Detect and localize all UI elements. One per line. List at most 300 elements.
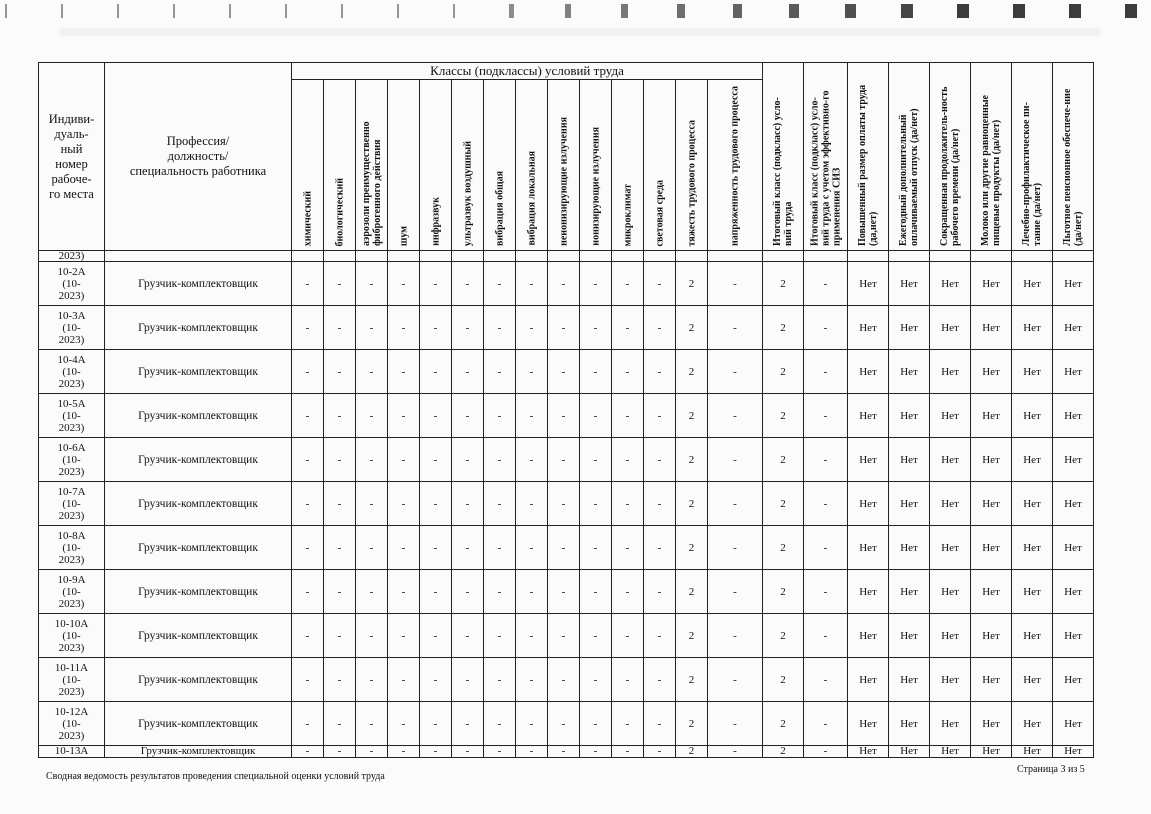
header-extra-7: Льготное пенсионное обеспече-ние (да/нет) bbox=[1053, 63, 1094, 251]
value-cell: - bbox=[452, 746, 484, 758]
value-cell: - bbox=[484, 746, 516, 758]
value-cell: Нет bbox=[848, 658, 889, 702]
value-cell: - bbox=[356, 746, 388, 758]
value-cell: Нет bbox=[848, 746, 889, 758]
value-cell: - bbox=[356, 350, 388, 394]
table-row bbox=[39, 482, 1094, 526]
value-cell: - bbox=[580, 702, 612, 746]
header-factor-6: вибрация общая bbox=[484, 80, 516, 251]
value-cell: - bbox=[420, 570, 452, 614]
table-row bbox=[39, 526, 1094, 570]
value-cell: Нет bbox=[971, 394, 1012, 438]
value-cell: Нет bbox=[1053, 570, 1094, 614]
value-cell: - bbox=[292, 526, 324, 570]
value-cell: - bbox=[356, 570, 388, 614]
value-cell: - bbox=[548, 702, 580, 746]
scan-mark bbox=[173, 4, 175, 18]
partial-row-cell bbox=[516, 251, 548, 262]
header-extra-0: Итоговый класс (подкласс) усло-вий труда bbox=[763, 63, 804, 251]
partial-row-cell bbox=[356, 251, 388, 262]
value-cell: 2 bbox=[763, 438, 804, 482]
value-cell: - bbox=[484, 262, 516, 306]
value-cell: - bbox=[388, 438, 420, 482]
value-cell: - bbox=[804, 482, 848, 526]
value-cell: - bbox=[292, 262, 324, 306]
footer-document-title: Сводная ведомость результатов проведения специальной оценки условий труда bbox=[46, 771, 385, 782]
value-cell: 2 bbox=[763, 570, 804, 614]
value-cell: Нет bbox=[848, 702, 889, 746]
value-cell: Нет bbox=[971, 746, 1012, 758]
value-cell: - bbox=[708, 658, 763, 702]
value-cell: Нет bbox=[930, 438, 971, 482]
value-cell: Нет bbox=[930, 482, 971, 526]
value-cell: - bbox=[452, 658, 484, 702]
value-cell: - bbox=[804, 262, 848, 306]
value-cell: 2 bbox=[676, 482, 708, 526]
value-cell: Нет bbox=[1053, 438, 1094, 482]
results-table bbox=[38, 62, 1094, 758]
value-cell: Нет bbox=[1053, 746, 1094, 758]
value-cell: - bbox=[420, 438, 452, 482]
header-factor-7: вибрация локальная bbox=[516, 80, 548, 251]
partial-row-cell bbox=[292, 251, 324, 262]
value-cell: - bbox=[388, 350, 420, 394]
value-cell: Нет bbox=[930, 702, 971, 746]
value-cell: - bbox=[452, 526, 484, 570]
value-cell: - bbox=[452, 702, 484, 746]
value-cell: Нет bbox=[1012, 394, 1053, 438]
value-cell: Нет bbox=[971, 570, 1012, 614]
value-cell: - bbox=[612, 438, 644, 482]
value-cell: - bbox=[548, 746, 580, 758]
value-cell: Нет bbox=[889, 482, 930, 526]
value-cell: - bbox=[324, 746, 356, 758]
value-cell: - bbox=[548, 306, 580, 350]
value-cell: Нет bbox=[971, 482, 1012, 526]
value-cell: - bbox=[804, 394, 848, 438]
value-cell: - bbox=[356, 438, 388, 482]
value-cell: - bbox=[356, 306, 388, 350]
value-cell: - bbox=[708, 702, 763, 746]
value-cell: - bbox=[580, 482, 612, 526]
value-cell: Нет bbox=[848, 394, 889, 438]
value-cell: Нет bbox=[971, 658, 1012, 702]
profession-cell: Грузчик-комплектовщик bbox=[105, 526, 292, 570]
value-cell: Нет bbox=[1053, 658, 1094, 702]
workplace-id-cell: 10-13А bbox=[39, 746, 105, 758]
scan-mark bbox=[621, 4, 628, 18]
value-cell: 2 bbox=[763, 702, 804, 746]
value-cell: 2 bbox=[763, 614, 804, 658]
value-cell: - bbox=[388, 262, 420, 306]
value-cell: - bbox=[388, 526, 420, 570]
value-cell: - bbox=[292, 614, 324, 658]
workplace-id-cell: 10-6А (10- 2023) bbox=[39, 438, 105, 482]
value-cell: Нет bbox=[848, 570, 889, 614]
value-cell: - bbox=[580, 614, 612, 658]
value-cell: - bbox=[612, 702, 644, 746]
value-cell: - bbox=[292, 394, 324, 438]
value-cell: - bbox=[388, 306, 420, 350]
value-cell: - bbox=[548, 658, 580, 702]
value-cell: - bbox=[708, 394, 763, 438]
header-factor-2: аэрозоли преимущественно фиброгенного действия bbox=[356, 80, 388, 251]
value-cell: - bbox=[804, 702, 848, 746]
value-cell: - bbox=[420, 746, 452, 758]
value-cell: 2 bbox=[676, 262, 708, 306]
header-extra-3: Ежегодный дополнительный оплачиваемый отпуск (да/нет) bbox=[889, 63, 930, 251]
header-factor-5: ультразвук воздушный bbox=[452, 80, 484, 251]
partial-row-cell bbox=[612, 251, 644, 262]
value-cell: - bbox=[580, 526, 612, 570]
value-cell: - bbox=[580, 658, 612, 702]
value-cell: - bbox=[612, 614, 644, 658]
value-cell: - bbox=[292, 570, 324, 614]
value-cell: - bbox=[452, 438, 484, 482]
value-cell: - bbox=[804, 438, 848, 482]
partial-row-cell bbox=[930, 251, 971, 262]
value-cell: Нет bbox=[889, 350, 930, 394]
value-cell: - bbox=[708, 438, 763, 482]
value-cell: - bbox=[708, 350, 763, 394]
value-cell: - bbox=[580, 394, 612, 438]
value-cell: - bbox=[484, 306, 516, 350]
value-cell: Нет bbox=[889, 746, 930, 758]
workplace-id-cell: 10-7А (10- 2023) bbox=[39, 482, 105, 526]
profession-cell: Грузчик-комплектовщик bbox=[105, 746, 292, 758]
value-cell: Нет bbox=[930, 614, 971, 658]
value-cell: - bbox=[804, 570, 848, 614]
value-cell: - bbox=[612, 570, 644, 614]
scan-mark bbox=[117, 4, 119, 18]
value-cell: - bbox=[388, 482, 420, 526]
value-cell: - bbox=[324, 306, 356, 350]
value-cell: - bbox=[516, 350, 548, 394]
value-cell: - bbox=[612, 482, 644, 526]
value-cell: - bbox=[324, 482, 356, 526]
value-cell: - bbox=[324, 570, 356, 614]
value-cell: Нет bbox=[889, 438, 930, 482]
value-cell: - bbox=[324, 702, 356, 746]
scan-mark bbox=[1013, 4, 1025, 18]
value-cell: - bbox=[644, 746, 676, 758]
header-extra-1: Итоговый класс (подкласс) усло-вий труда с учетом эффективно-го применения СИЗ bbox=[804, 63, 848, 251]
partial-row-cell bbox=[1053, 251, 1094, 262]
scan-mark bbox=[285, 4, 287, 18]
workplace-id-cell: 10-8А (10- 2023) bbox=[39, 526, 105, 570]
header-extra-4: Сокращенная продолжитель-ность рабочего времени (да/нет) bbox=[930, 63, 971, 251]
value-cell: - bbox=[452, 394, 484, 438]
workplace-id-cell: 10-12А (10- 2023) bbox=[39, 702, 105, 746]
table-row bbox=[39, 262, 1094, 306]
value-cell: 2 bbox=[763, 350, 804, 394]
header-factor-12: тяжесть трудового процесса bbox=[676, 80, 708, 251]
value-cell: Нет bbox=[971, 702, 1012, 746]
value-cell: - bbox=[708, 306, 763, 350]
value-cell: - bbox=[292, 482, 324, 526]
table-row bbox=[39, 438, 1094, 482]
value-cell: - bbox=[612, 350, 644, 394]
value-cell: - bbox=[388, 394, 420, 438]
value-cell: Нет bbox=[930, 658, 971, 702]
value-cell: Нет bbox=[848, 482, 889, 526]
workplace-id-cell: 10-3А (10- 2023) bbox=[39, 306, 105, 350]
value-cell: - bbox=[388, 702, 420, 746]
value-cell: - bbox=[324, 438, 356, 482]
value-cell: - bbox=[292, 438, 324, 482]
value-cell: - bbox=[324, 262, 356, 306]
value-cell: - bbox=[580, 350, 612, 394]
value-cell: 2 bbox=[676, 614, 708, 658]
value-cell: Нет bbox=[848, 614, 889, 658]
value-cell: - bbox=[420, 306, 452, 350]
scan-mark bbox=[229, 4, 231, 18]
value-cell: Нет bbox=[1053, 614, 1094, 658]
value-cell: - bbox=[388, 746, 420, 758]
value-cell: - bbox=[516, 746, 548, 758]
header-factor-10: микроклимат bbox=[612, 80, 644, 251]
value-cell: Нет bbox=[930, 306, 971, 350]
value-cell: Нет bbox=[930, 526, 971, 570]
value-cell: - bbox=[708, 262, 763, 306]
scan-mark bbox=[565, 4, 571, 18]
value-cell: Нет bbox=[1012, 570, 1053, 614]
value-cell: Нет bbox=[889, 570, 930, 614]
value-cell: Нет bbox=[848, 306, 889, 350]
value-cell: - bbox=[516, 614, 548, 658]
value-cell: Нет bbox=[1012, 262, 1053, 306]
value-cell: Нет bbox=[1012, 658, 1053, 702]
value-cell: Нет bbox=[889, 614, 930, 658]
value-cell: - bbox=[356, 658, 388, 702]
value-cell: - bbox=[644, 526, 676, 570]
value-cell: Нет bbox=[889, 702, 930, 746]
partial-row-cell bbox=[971, 251, 1012, 262]
value-cell: 2 bbox=[763, 658, 804, 702]
value-cell: Нет bbox=[889, 262, 930, 306]
partial-row-cell bbox=[324, 251, 356, 262]
value-cell: - bbox=[324, 394, 356, 438]
partial-row-cell bbox=[484, 251, 516, 262]
profession-cell: Грузчик-комплектовщик bbox=[105, 394, 292, 438]
value-cell: - bbox=[484, 394, 516, 438]
value-cell: - bbox=[580, 570, 612, 614]
value-cell: - bbox=[356, 262, 388, 306]
partial-row-cell bbox=[548, 251, 580, 262]
value-cell: 2 bbox=[676, 438, 708, 482]
value-cell: - bbox=[292, 350, 324, 394]
value-cell: - bbox=[612, 262, 644, 306]
scan-edge-marks bbox=[0, 0, 1151, 22]
value-cell: 2 bbox=[763, 526, 804, 570]
scan-mark bbox=[61, 4, 63, 18]
value-cell: - bbox=[516, 526, 548, 570]
value-cell: - bbox=[708, 526, 763, 570]
faint-bleed-through bbox=[60, 28, 1100, 36]
value-cell: Нет bbox=[1012, 526, 1053, 570]
profession-cell: Грузчик-комплектовщик bbox=[105, 438, 292, 482]
value-cell: - bbox=[516, 702, 548, 746]
partial-row-cell bbox=[708, 251, 763, 262]
value-cell: Нет bbox=[1053, 350, 1094, 394]
value-cell: - bbox=[708, 482, 763, 526]
profession-cell: Грузчик-комплектовщик bbox=[105, 570, 292, 614]
header-extra-2: Повышенный размер оплаты труда (да,нет) bbox=[848, 63, 889, 251]
value-cell: - bbox=[644, 306, 676, 350]
partial-row-cell bbox=[1012, 251, 1053, 262]
scan-mark bbox=[1069, 4, 1081, 18]
profession-cell: Грузчик-комплектовщик bbox=[105, 306, 292, 350]
value-cell: - bbox=[644, 658, 676, 702]
value-cell: 2 bbox=[676, 570, 708, 614]
value-cell: Нет bbox=[930, 262, 971, 306]
partial-row-cell bbox=[420, 251, 452, 262]
value-cell: - bbox=[420, 614, 452, 658]
value-cell: - bbox=[548, 438, 580, 482]
value-cell: - bbox=[516, 438, 548, 482]
value-cell: - bbox=[516, 394, 548, 438]
value-cell: - bbox=[612, 306, 644, 350]
value-cell: - bbox=[612, 746, 644, 758]
value-cell: - bbox=[324, 350, 356, 394]
value-cell: - bbox=[420, 262, 452, 306]
value-cell: Нет bbox=[971, 350, 1012, 394]
scan-mark bbox=[509, 4, 514, 18]
value-cell: - bbox=[484, 702, 516, 746]
value-cell: 2 bbox=[676, 394, 708, 438]
profession-cell: Грузчик-комплектовщик bbox=[105, 658, 292, 702]
header-workplace-id: Индиви- дуаль- ный номер рабоче- го места bbox=[39, 63, 105, 251]
partial-row-cell bbox=[889, 251, 930, 262]
value-cell: - bbox=[644, 262, 676, 306]
header-factor-8: неионизирующие излучения bbox=[548, 80, 580, 251]
value-cell: - bbox=[356, 702, 388, 746]
value-cell: - bbox=[644, 394, 676, 438]
workplace-id-cell: 10-2А (10- 2023) bbox=[39, 262, 105, 306]
value-cell: Нет bbox=[1012, 746, 1053, 758]
value-cell: 2 bbox=[763, 394, 804, 438]
value-cell: Нет bbox=[848, 350, 889, 394]
value-cell: - bbox=[804, 526, 848, 570]
value-cell: - bbox=[484, 526, 516, 570]
value-cell: - bbox=[516, 570, 548, 614]
value-cell: 2 bbox=[676, 702, 708, 746]
workplace-id-cell: 10-11А (10- 2023) bbox=[39, 658, 105, 702]
value-cell: - bbox=[516, 658, 548, 702]
value-cell: - bbox=[484, 482, 516, 526]
value-cell: - bbox=[612, 658, 644, 702]
profession-cell: Грузчик-комплектовщик bbox=[105, 262, 292, 306]
value-cell: - bbox=[452, 306, 484, 350]
value-cell: Нет bbox=[1012, 438, 1053, 482]
header-factor-1: биологический bbox=[324, 80, 356, 251]
value-cell: - bbox=[356, 614, 388, 658]
value-cell: - bbox=[644, 482, 676, 526]
value-cell: 2 bbox=[763, 746, 804, 758]
value-cell: - bbox=[516, 482, 548, 526]
value-cell: - bbox=[644, 702, 676, 746]
value-cell: - bbox=[804, 746, 848, 758]
value-cell: Нет bbox=[1053, 482, 1094, 526]
value-cell: Нет bbox=[971, 306, 1012, 350]
scan-mark bbox=[341, 4, 343, 18]
value-cell: Нет bbox=[889, 394, 930, 438]
value-cell: - bbox=[452, 570, 484, 614]
workplace-id-cell: 10-9А (10- 2023) bbox=[39, 570, 105, 614]
value-cell: - bbox=[644, 438, 676, 482]
profession-cell: Грузчик-комплектовщик bbox=[105, 614, 292, 658]
header-factor-4: инфразвук bbox=[420, 80, 452, 251]
value-cell: - bbox=[420, 702, 452, 746]
value-cell: - bbox=[484, 614, 516, 658]
footer-page-number: Страница 3 из 5 bbox=[1017, 764, 1085, 775]
scan-mark bbox=[845, 4, 856, 18]
value-cell: Нет bbox=[971, 438, 1012, 482]
value-cell: - bbox=[548, 482, 580, 526]
value-cell: - bbox=[452, 614, 484, 658]
header-factor-13: напряженность трудового процесса bbox=[708, 80, 763, 251]
value-cell: - bbox=[388, 570, 420, 614]
value-cell: 2 bbox=[763, 306, 804, 350]
value-cell: - bbox=[580, 306, 612, 350]
value-cell: 2 bbox=[676, 658, 708, 702]
value-cell: Нет bbox=[889, 658, 930, 702]
value-cell: Нет bbox=[930, 570, 971, 614]
value-cell: - bbox=[420, 482, 452, 526]
value-cell: - bbox=[452, 350, 484, 394]
profession-cell: Грузчик-комплектовщик bbox=[105, 482, 292, 526]
value-cell: - bbox=[708, 570, 763, 614]
scan-mark bbox=[957, 4, 969, 18]
value-cell: - bbox=[516, 306, 548, 350]
scan-mark bbox=[1125, 4, 1137, 18]
partial-row-cell bbox=[105, 251, 292, 262]
value-cell: Нет bbox=[1053, 394, 1094, 438]
value-cell: - bbox=[612, 526, 644, 570]
profession-cell: Грузчик-комплектовщик bbox=[105, 702, 292, 746]
value-cell: 2 bbox=[763, 482, 804, 526]
value-cell: Нет bbox=[971, 262, 1012, 306]
value-cell: Нет bbox=[1012, 702, 1053, 746]
scan-mark bbox=[733, 4, 742, 18]
value-cell: Нет bbox=[1012, 350, 1053, 394]
partial-row-cell bbox=[452, 251, 484, 262]
value-cell: 2 bbox=[676, 746, 708, 758]
workplace-id-cell: 10-5А (10- 2023) bbox=[39, 394, 105, 438]
header-factor-11: световая среда bbox=[644, 80, 676, 251]
header-extra-6: Лечебно-профилактическое пи-тание (да/нет) bbox=[1012, 63, 1053, 251]
value-cell: - bbox=[644, 614, 676, 658]
table-row bbox=[39, 702, 1094, 746]
value-cell: - bbox=[324, 526, 356, 570]
value-cell: - bbox=[644, 570, 676, 614]
value-cell: - bbox=[356, 394, 388, 438]
table-row bbox=[39, 350, 1094, 394]
value-cell: Нет bbox=[889, 306, 930, 350]
table-row bbox=[39, 658, 1094, 702]
value-cell: - bbox=[804, 350, 848, 394]
value-cell: - bbox=[452, 482, 484, 526]
value-cell: 2 bbox=[676, 350, 708, 394]
value-cell: Нет bbox=[889, 526, 930, 570]
scan-mark bbox=[5, 4, 7, 18]
value-cell: - bbox=[580, 262, 612, 306]
partial-row-cell bbox=[580, 251, 612, 262]
header-profession: Профессия/ должность/ специальность работника bbox=[105, 63, 292, 251]
value-cell: - bbox=[484, 658, 516, 702]
value-cell: Нет bbox=[1053, 702, 1094, 746]
value-cell: - bbox=[804, 306, 848, 350]
